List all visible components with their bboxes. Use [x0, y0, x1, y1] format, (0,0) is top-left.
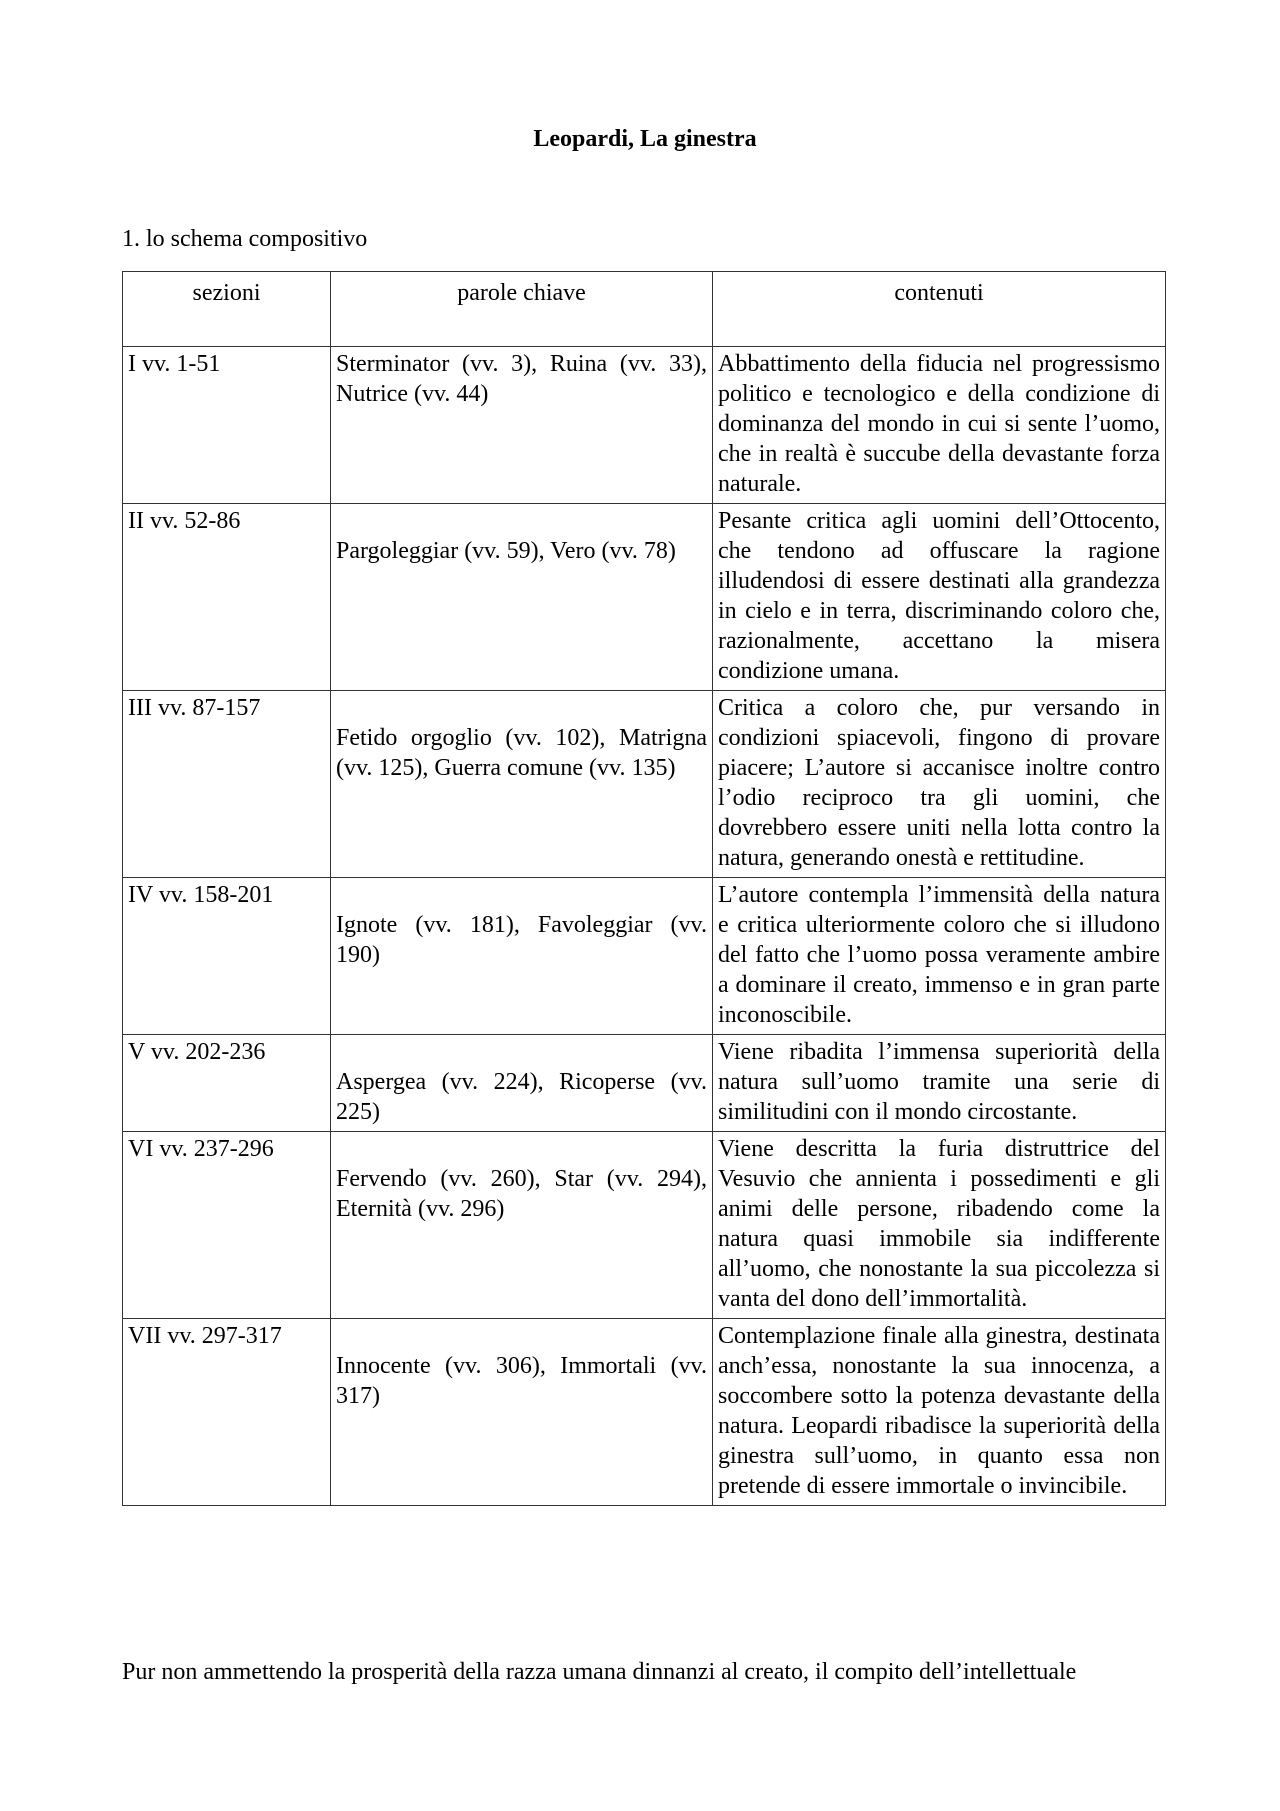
row-section: V vv. 202-236 — [123, 1035, 331, 1132]
row-contents: Viene descritta la furia distruttrice del Vesuvio che annienta i possedimenti e gli animi delle persone, ribadendo come la natura quasi immobile sia indifferente all’uomo, che nonostante la sua piccolezza si vanta del dono dell’immortalità. — [713, 1132, 1166, 1319]
row-contents: Abbattimento della fiducia nel progressismo politico e tecnologico e della condizione di dominanza del mondo in cui si sente l’uomo, che in realtà è succube della devastante forza naturale. — [713, 347, 1166, 504]
table-row — [123, 1319, 1166, 1506]
body-paragraph: Pur non ammettendo la prosperità della razza umana dinnanzi al creato, il compito dell’intellettuale — [122, 1659, 1077, 1685]
row-section: I vv. 1-51 — [123, 347, 331, 504]
header-contents: contenuti — [713, 272, 1166, 347]
row-keywords: Sterminator (vv. 3), Ruina (vv. 33), Nutrice (vv. 44) — [331, 347, 713, 504]
table-row — [123, 504, 1166, 691]
row-section: VII vv. 297-317 — [123, 1319, 331, 1506]
row-keywords: Fetido orgoglio (vv. 102), Matrigna (vv. 125), Guerra comune (vv. 135) — [336, 725, 707, 781]
header-keywords: parole chiave — [331, 272, 713, 347]
row-contents: Contemplazione finale alla ginestra, destinata anch’essa, nonostante la sua innocenza, a soccombere sotto la potenza devastante della natura. Leopardi ribadisce la superiorità della ginestra sull’uomo, in quanto essa non pretende di essere immortale o invincibile. — [713, 1319, 1166, 1506]
row-section: IV vv. 158-201 — [123, 878, 331, 1035]
document-title: Leopardi, La ginestra — [533, 126, 757, 152]
row-section: III vv. 87-157 — [123, 691, 331, 878]
row-keywords-cell — [331, 1132, 713, 1319]
row-keywords: Aspergea (vv. 224), Ricoperse (vv. 225) — [336, 1069, 707, 1125]
row-keywords-cell — [331, 878, 713, 1035]
section-heading: 1. lo schema compositivo — [122, 226, 368, 252]
row-keywords: Innocente (vv. 306), Immortali (vv. 317) — [336, 1353, 707, 1409]
row-contents: Pesante critica agli uomini dell’Ottocento, che tendono ad offuscare la ragione illudendosi di essere destinati alla grandezza in cielo e in terra, discriminando coloro che, razionalmente, accettano la misera condizione umana. — [713, 504, 1166, 691]
row-keywords: Ignote (vv. 181), Favoleggiar (vv. 190) — [336, 912, 707, 968]
row-keywords-cell — [331, 504, 713, 691]
row-keywords-cell — [331, 691, 713, 878]
row-keywords-cell — [331, 1035, 713, 1132]
header-sections: sezioni — [123, 272, 331, 347]
table-row — [123, 347, 1166, 504]
table-row — [123, 691, 1166, 878]
table-row — [123, 878, 1166, 1035]
row-keywords: Pargoleggiar (vv. 59), Vero (vv. 78) — [336, 538, 676, 564]
row-keywords: Fervendo (vv. 260), Star (vv. 294), Eternità (vv. 296) — [336, 1166, 707, 1222]
row-contents: L’autore contempla l’immensità della natura e critica ulteriormente coloro che si illudono del fatto che l’uomo possa veramente ambire a dominare il creato, immenso e in gran parte inconoscibile. — [713, 878, 1166, 1035]
row-contents: Critica a coloro che, pur versando in condizioni spiacevoli, fingono di provare piacere; L’autore si accanisce inoltre contro l’odio reciproco tra gli uomini, che dovrebbero essere uniti nella lotta contro la natura, generando onestà e rettitudine. — [713, 691, 1166, 878]
row-section: II vv. 52-86 — [123, 504, 331, 691]
table-header-row — [123, 272, 1166, 347]
row-keywords-cell — [331, 1319, 713, 1506]
row-contents: Viene ribadita l’immensa superiorità della natura sull’uomo tramite una serie di similitudini con il mondo circostante. — [713, 1035, 1166, 1132]
table-row — [123, 1035, 1166, 1132]
table-row — [123, 1132, 1166, 1319]
composition-scheme-table — [122, 271, 1166, 1506]
row-section: VI vv. 237-296 — [123, 1132, 331, 1319]
